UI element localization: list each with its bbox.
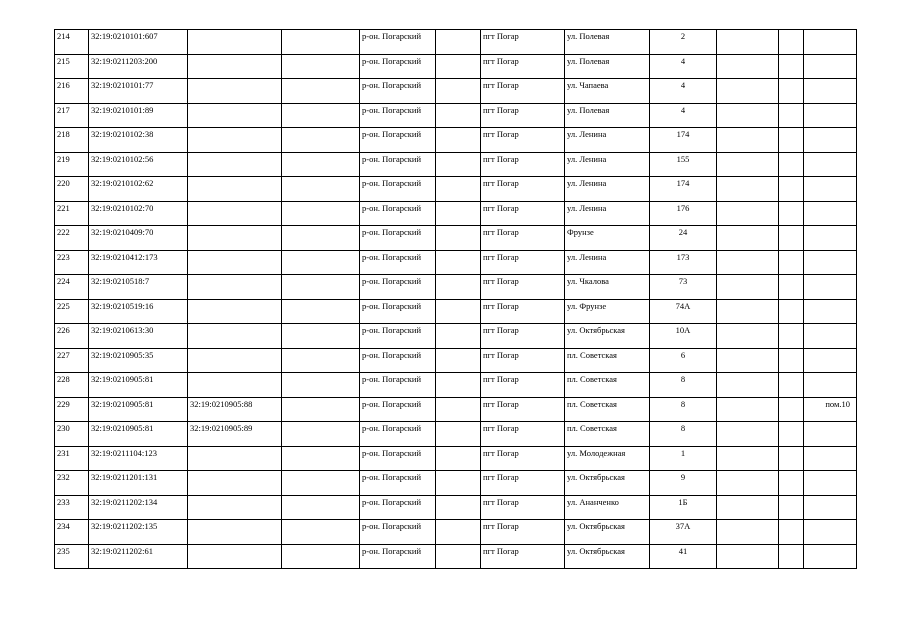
sub-cadastral-number-cell [188, 177, 282, 202]
settlement-cell: пгт Погар [481, 299, 565, 324]
cadastral-number-cell: 32:19:0210102:70 [89, 201, 188, 226]
house-number-cell: 9 [650, 471, 717, 496]
cadastral-number-cell: 32:19:0210102:56 [89, 152, 188, 177]
empty-cell [282, 54, 360, 79]
house-number-cell: 155 [650, 152, 717, 177]
street-cell: ул. Чкалова [565, 275, 650, 300]
empty-cell [779, 79, 804, 104]
premises-cell [804, 250, 857, 275]
row-number-cell: 227 [55, 348, 89, 373]
premises-cell [804, 54, 857, 79]
cadastral-number-cell: 32:19:0210905:35 [89, 348, 188, 373]
cadastral-number-cell: 32:19:0210412:173 [89, 250, 188, 275]
empty-cell [436, 79, 481, 104]
table-row [55, 348, 857, 373]
row-number-cell: 229 [55, 397, 89, 422]
district-cell: р-он. Погарский [360, 446, 436, 471]
empty-cell [436, 544, 481, 569]
empty-cell [779, 128, 804, 153]
table-row [55, 422, 857, 447]
empty-cell [436, 128, 481, 153]
empty-cell [717, 471, 779, 496]
district-cell: р-он. Погарский [360, 397, 436, 422]
district-cell: р-он. Погарский [360, 348, 436, 373]
table-row [55, 373, 857, 398]
premises-cell [804, 201, 857, 226]
district-cell: р-он. Погарский [360, 177, 436, 202]
empty-cell [717, 495, 779, 520]
settlement-cell: пгт Погар [481, 128, 565, 153]
sub-cadastral-number-cell [188, 544, 282, 569]
row-number-cell: 220 [55, 177, 89, 202]
empty-cell [717, 103, 779, 128]
empty-cell [779, 299, 804, 324]
row-number-cell: 225 [55, 299, 89, 324]
empty-cell [436, 520, 481, 545]
sub-cadastral-number-cell [188, 471, 282, 496]
empty-cell [282, 177, 360, 202]
table-row [55, 471, 857, 496]
empty-cell [779, 373, 804, 398]
empty-cell [436, 275, 481, 300]
premises-cell [804, 495, 857, 520]
premises-cell [804, 544, 857, 569]
empty-cell [282, 152, 360, 177]
district-cell: р-он. Погарский [360, 54, 436, 79]
cadastral-number-cell: 32:19:0210905:81 [89, 422, 188, 447]
empty-cell [717, 348, 779, 373]
street-cell: ул. Ленина [565, 152, 650, 177]
street-cell: ул. Полевая [565, 103, 650, 128]
sub-cadastral-number-cell [188, 348, 282, 373]
district-cell: р-он. Погарский [360, 495, 436, 520]
table-row [55, 495, 857, 520]
settlement-cell: пгт Погар [481, 471, 565, 496]
empty-cell [436, 324, 481, 349]
street-cell: ул. Ананченко [565, 495, 650, 520]
sub-cadastral-number-cell [188, 226, 282, 251]
premises-cell [804, 373, 857, 398]
sub-cadastral-number-cell [188, 299, 282, 324]
row-number-cell: 216 [55, 79, 89, 104]
empty-cell [436, 471, 481, 496]
sub-cadastral-number-cell [188, 495, 282, 520]
street-cell: ул. Ленина [565, 250, 650, 275]
district-cell: р-он. Погарский [360, 324, 436, 349]
district-cell: р-он. Погарский [360, 30, 436, 55]
empty-cell [779, 30, 804, 55]
empty-cell [717, 275, 779, 300]
street-cell: ул. Полевая [565, 54, 650, 79]
empty-cell [717, 397, 779, 422]
house-number-cell: 4 [650, 54, 717, 79]
empty-cell [717, 373, 779, 398]
sub-cadastral-number-cell [188, 103, 282, 128]
settlement-cell: пгт Погар [481, 422, 565, 447]
house-number-cell: 6 [650, 348, 717, 373]
empty-cell [717, 520, 779, 545]
street-cell: ул. Октябрьская [565, 471, 650, 496]
premises-cell [804, 348, 857, 373]
premises-cell [804, 177, 857, 202]
cadastral-number-cell: 32:19:0211201:131 [89, 471, 188, 496]
house-number-cell: 2 [650, 30, 717, 55]
house-number-cell: 174 [650, 128, 717, 153]
empty-cell [282, 495, 360, 520]
empty-cell [717, 226, 779, 251]
settlement-cell: пгт Погар [481, 520, 565, 545]
empty-cell [779, 446, 804, 471]
premises-cell [804, 422, 857, 447]
table-row [55, 275, 857, 300]
house-number-cell: 4 [650, 103, 717, 128]
district-cell: р-он. Погарский [360, 275, 436, 300]
table-row [55, 397, 857, 422]
empty-cell [779, 495, 804, 520]
empty-cell [717, 54, 779, 79]
empty-cell [779, 103, 804, 128]
empty-cell [717, 30, 779, 55]
row-number-cell: 226 [55, 324, 89, 349]
row-number-cell: 214 [55, 30, 89, 55]
cadastral-number-cell: 32:19:0210905:81 [89, 397, 188, 422]
row-number-cell: 235 [55, 544, 89, 569]
settlement-cell: пгт Погар [481, 54, 565, 79]
empty-cell [779, 54, 804, 79]
house-number-cell: 176 [650, 201, 717, 226]
cadastral-number-cell: 32:19:0210102:38 [89, 128, 188, 153]
empty-cell [436, 226, 481, 251]
district-cell: р-он. Погарский [360, 471, 436, 496]
table-row [55, 152, 857, 177]
row-number-cell: 232 [55, 471, 89, 496]
street-cell: ул. Фрунзе [565, 299, 650, 324]
cadastral-number-cell: 32:19:0211202:134 [89, 495, 188, 520]
empty-cell [436, 299, 481, 324]
premises-cell [804, 471, 857, 496]
premises-cell [804, 275, 857, 300]
premises-cell [804, 152, 857, 177]
street-cell: пл. Советская [565, 422, 650, 447]
house-number-cell: 10А [650, 324, 717, 349]
cadastral-number-cell: 32:19:0211202:135 [89, 520, 188, 545]
table-row [55, 201, 857, 226]
settlement-cell: пгт Погар [481, 201, 565, 226]
cadastral-number-cell: 32:19:0210102:62 [89, 177, 188, 202]
house-number-cell: 24 [650, 226, 717, 251]
house-number-cell: 1 [650, 446, 717, 471]
sub-cadastral-number-cell [188, 520, 282, 545]
empty-cell [436, 422, 481, 447]
sub-cadastral-number-cell [188, 79, 282, 104]
district-cell: р-он. Погарский [360, 79, 436, 104]
settlement-cell: пгт Погар [481, 30, 565, 55]
premises-cell [804, 79, 857, 104]
cadastral-number-cell: 32:19:0210613:30 [89, 324, 188, 349]
sub-cadastral-number-cell [188, 201, 282, 226]
premises-cell [804, 30, 857, 55]
sub-cadastral-number-cell [188, 250, 282, 275]
empty-cell [436, 103, 481, 128]
premises-cell [804, 324, 857, 349]
settlement-cell: пгт Погар [481, 544, 565, 569]
empty-cell [779, 250, 804, 275]
street-cell: пл. Советская [565, 373, 650, 398]
table-body [55, 30, 857, 569]
table-row [55, 324, 857, 349]
sub-cadastral-number-cell: 32:19:0210905:89 [188, 422, 282, 447]
settlement-cell: пгт Погар [481, 324, 565, 349]
district-cell: р-он. Погарский [360, 373, 436, 398]
empty-cell [282, 373, 360, 398]
empty-cell [282, 520, 360, 545]
cadastral-number-cell: 32:19:0210409:70 [89, 226, 188, 251]
row-number-cell: 231 [55, 446, 89, 471]
street-cell: ул. Октябрьская [565, 520, 650, 545]
empty-cell [282, 275, 360, 300]
empty-cell [282, 79, 360, 104]
empty-cell [779, 397, 804, 422]
street-cell: ул. Полевая [565, 30, 650, 55]
empty-cell [717, 446, 779, 471]
empty-cell [436, 201, 481, 226]
settlement-cell: пгт Погар [481, 397, 565, 422]
house-number-cell: 37А [650, 520, 717, 545]
empty-cell [282, 250, 360, 275]
settlement-cell: пгт Погар [481, 495, 565, 520]
empty-cell [779, 544, 804, 569]
premises-cell [804, 226, 857, 251]
table-row [55, 177, 857, 202]
empty-cell [717, 250, 779, 275]
empty-cell [779, 471, 804, 496]
premises-cell: пом.10 [804, 397, 857, 422]
empty-cell [779, 324, 804, 349]
settlement-cell: пгт Погар [481, 446, 565, 471]
empty-cell [436, 177, 481, 202]
empty-cell [717, 177, 779, 202]
district-cell: р-он. Погарский [360, 152, 436, 177]
empty-cell [282, 299, 360, 324]
sub-cadastral-number-cell [188, 373, 282, 398]
premises-cell [804, 446, 857, 471]
empty-cell [436, 446, 481, 471]
sub-cadastral-number-cell [188, 446, 282, 471]
table-row [55, 299, 857, 324]
district-cell: р-он. Погарский [360, 299, 436, 324]
sub-cadastral-number-cell: 32:19:0210905:88 [188, 397, 282, 422]
empty-cell [436, 373, 481, 398]
cadastral-number-cell: 32:19:0211203:200 [89, 54, 188, 79]
settlement-cell: пгт Погар [481, 152, 565, 177]
settlement-cell: пгт Погар [481, 250, 565, 275]
table-row [55, 54, 857, 79]
empty-cell [282, 201, 360, 226]
settlement-cell: пгт Погар [481, 79, 565, 104]
empty-cell [436, 54, 481, 79]
table-row [55, 128, 857, 153]
cadastral-number-cell: 32:19:0210519:16 [89, 299, 188, 324]
settlement-cell: пгт Погар [481, 373, 565, 398]
district-cell: р-он. Погарский [360, 544, 436, 569]
empty-cell [717, 201, 779, 226]
sub-cadastral-number-cell [188, 128, 282, 153]
empty-cell [717, 299, 779, 324]
row-number-cell: 218 [55, 128, 89, 153]
empty-cell [779, 348, 804, 373]
district-cell: р-он. Погарский [360, 422, 436, 447]
house-number-cell: 74А [650, 299, 717, 324]
empty-cell [779, 201, 804, 226]
empty-cell [779, 226, 804, 251]
empty-cell [282, 226, 360, 251]
cadastral-number-cell: 32:19:0210905:81 [89, 373, 188, 398]
row-number-cell: 223 [55, 250, 89, 275]
street-cell: ул. Октябрьская [565, 324, 650, 349]
premises-cell [804, 103, 857, 128]
empty-cell [282, 471, 360, 496]
empty-cell [282, 128, 360, 153]
row-number-cell: 217 [55, 103, 89, 128]
empty-cell [282, 544, 360, 569]
cadastral-number-cell: 32:19:0210101:607 [89, 30, 188, 55]
empty-cell [717, 324, 779, 349]
row-number-cell: 219 [55, 152, 89, 177]
row-number-cell: 215 [55, 54, 89, 79]
cadastral-number-cell: 32:19:0210101:77 [89, 79, 188, 104]
street-cell: ул. Молодежная [565, 446, 650, 471]
house-number-cell: 1Б [650, 495, 717, 520]
house-number-cell: 174 [650, 177, 717, 202]
house-number-cell: 8 [650, 422, 717, 447]
address-registry-table [54, 29, 857, 569]
district-cell: р-он. Погарский [360, 226, 436, 251]
empty-cell [436, 495, 481, 520]
sub-cadastral-number-cell [188, 30, 282, 55]
district-cell: р-он. Погарский [360, 128, 436, 153]
empty-cell [779, 422, 804, 447]
sub-cadastral-number-cell [188, 324, 282, 349]
empty-cell [779, 152, 804, 177]
row-number-cell: 228 [55, 373, 89, 398]
row-number-cell: 234 [55, 520, 89, 545]
empty-cell [282, 422, 360, 447]
table-row [55, 250, 857, 275]
house-number-cell: 4 [650, 79, 717, 104]
empty-cell [717, 422, 779, 447]
table-row [55, 79, 857, 104]
cadastral-number-cell: 32:19:0211104:123 [89, 446, 188, 471]
table-row [55, 103, 857, 128]
sub-cadastral-number-cell [188, 152, 282, 177]
house-number-cell: 173 [650, 250, 717, 275]
empty-cell [282, 446, 360, 471]
street-cell: Фрунзе [565, 226, 650, 251]
cadastral-number-cell: 32:19:0210518:7 [89, 275, 188, 300]
cadastral-number-cell: 32:19:0210101:89 [89, 103, 188, 128]
street-cell: ул. Ленина [565, 201, 650, 226]
table-row [55, 30, 857, 55]
premises-cell [804, 299, 857, 324]
table-row [55, 520, 857, 545]
table-row [55, 544, 857, 569]
house-number-cell: 41 [650, 544, 717, 569]
street-cell: пл. Советская [565, 397, 650, 422]
empty-cell [282, 348, 360, 373]
district-cell: р-он. Погарский [360, 201, 436, 226]
empty-cell [717, 128, 779, 153]
house-number-cell: 8 [650, 397, 717, 422]
empty-cell [436, 30, 481, 55]
empty-cell [282, 103, 360, 128]
empty-cell [436, 397, 481, 422]
premises-cell [804, 520, 857, 545]
empty-cell [779, 275, 804, 300]
row-number-cell: 233 [55, 495, 89, 520]
row-number-cell: 221 [55, 201, 89, 226]
empty-cell [282, 397, 360, 422]
empty-cell [282, 324, 360, 349]
table-row [55, 226, 857, 251]
sub-cadastral-number-cell [188, 54, 282, 79]
street-cell: ул. Ленина [565, 177, 650, 202]
row-number-cell: 224 [55, 275, 89, 300]
street-cell: пл. Советская [565, 348, 650, 373]
empty-cell [717, 79, 779, 104]
empty-cell [779, 520, 804, 545]
street-cell: ул. Чапаева [565, 79, 650, 104]
empty-cell [779, 177, 804, 202]
house-number-cell: 8 [650, 373, 717, 398]
empty-cell [436, 348, 481, 373]
street-cell: ул. Ленина [565, 128, 650, 153]
cadastral-number-cell: 32:19:0211202:61 [89, 544, 188, 569]
settlement-cell: пгт Погар [481, 348, 565, 373]
row-number-cell: 222 [55, 226, 89, 251]
empty-cell [436, 152, 481, 177]
table-row [55, 446, 857, 471]
row-number-cell: 230 [55, 422, 89, 447]
settlement-cell: пгт Погар [481, 275, 565, 300]
sub-cadastral-number-cell [188, 275, 282, 300]
house-number-cell: 73 [650, 275, 717, 300]
street-cell: ул. Октябрьская [565, 544, 650, 569]
district-cell: р-он. Погарский [360, 250, 436, 275]
settlement-cell: пгт Погар [481, 103, 565, 128]
empty-cell [717, 152, 779, 177]
empty-cell [282, 30, 360, 55]
empty-cell [436, 250, 481, 275]
district-cell: р-он. Погарский [360, 103, 436, 128]
empty-cell [717, 544, 779, 569]
settlement-cell: пгт Погар [481, 226, 565, 251]
premises-cell [804, 128, 857, 153]
settlement-cell: пгт Погар [481, 177, 565, 202]
district-cell: р-он. Погарский [360, 520, 436, 545]
